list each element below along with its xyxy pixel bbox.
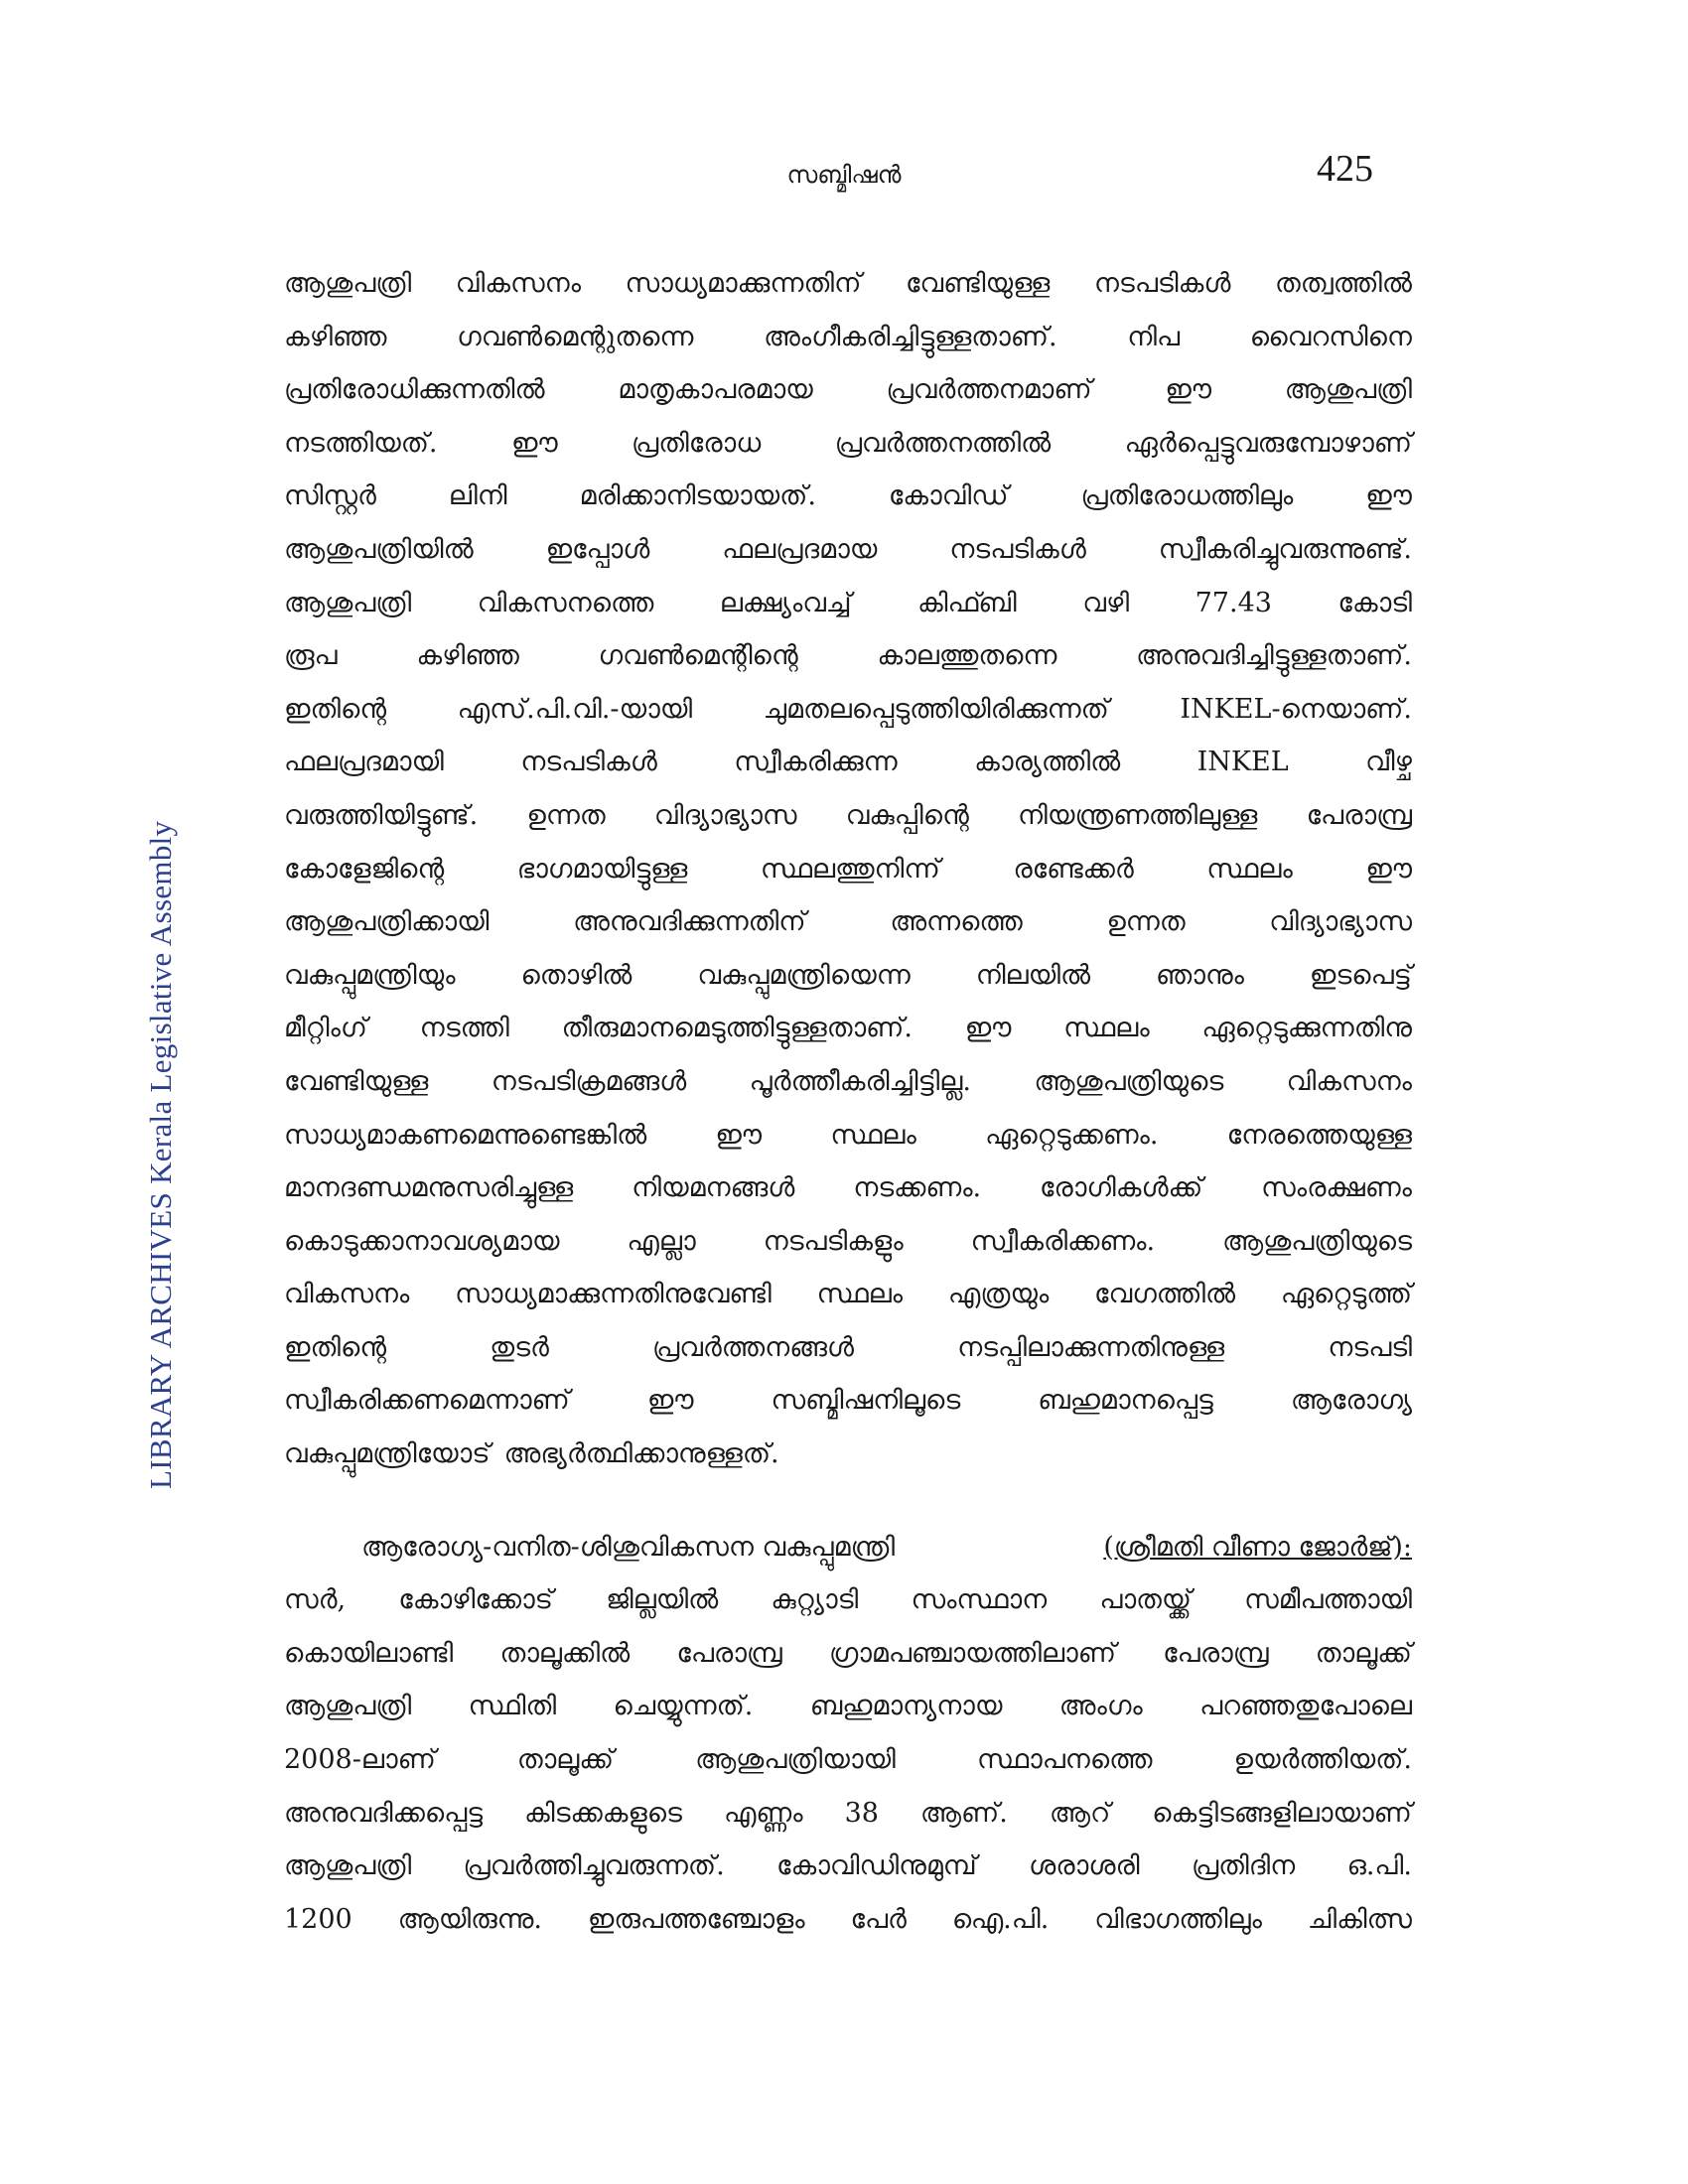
text-line <box>284 1066 1412 1120</box>
word: നേരത്തെയുള്ള <box>1226 1119 1412 1151</box>
word: കെട്ടിടങ്ങളിലായാണ് <box>1152 1797 1412 1829</box>
text-line <box>284 1226 1412 1280</box>
word: കഴിഞ്ഞ <box>284 321 387 352</box>
word: പ്രതിരോധ <box>632 427 762 459</box>
word: ആരോഗ്യ <box>1290 1385 1412 1417</box>
word: ഭാഗമായിട്ടുള്ള <box>516 853 688 885</box>
text-line <box>284 1584 1412 1638</box>
word: പേരാമ്പ്ര <box>1163 1637 1269 1669</box>
text-line <box>284 1850 1412 1904</box>
word: ആശുപത്രി <box>284 587 412 618</box>
text-line <box>284 268 1412 322</box>
text-line <box>284 960 1412 1014</box>
word: ജില്ലയിൽ <box>606 1584 719 1616</box>
word: വേണ്ടിയുള്ള <box>284 1065 429 1097</box>
word: സ്വീകരിച്ചുവരുന്നുണ്ട്. <box>1158 533 1412 565</box>
word: വികസനത്തെ <box>477 587 654 618</box>
word: സാധ്യമാക്കുന്നതിനുവേണ്ടി <box>455 1279 772 1310</box>
word: വികസനം <box>1286 1065 1412 1097</box>
word: താലൂക്കിൽ <box>499 1637 631 1669</box>
word: സബ്മിഷനിലൂടെ <box>771 1385 961 1417</box>
text-line <box>284 1120 1412 1173</box>
word: ഒ.പി. <box>1346 1850 1412 1882</box>
word: പാതയ്ക്ക് <box>1099 1584 1192 1616</box>
word: പേരാമ്പ്ര <box>1306 799 1412 831</box>
word: നടക്കണം. <box>853 1172 982 1204</box>
word: കിഫ്ബി <box>917 587 1017 618</box>
word: കോവിഡിനുമുമ്പ് <box>776 1850 977 1882</box>
word: വികസനം <box>284 1279 410 1310</box>
word: നടപടികൾ <box>1093 268 1231 299</box>
word: അന്നത്തെ <box>890 906 1023 938</box>
word: ഫലപ്രദമായ <box>722 533 878 565</box>
word: നടപടികളും <box>763 1225 904 1257</box>
paragraph-minister-reply <box>284 1532 1412 1958</box>
archive-watermark: LIBRARY ARCHIVES Kerala Legislative Assembly <box>143 820 178 1489</box>
word: ലിനി <box>448 480 507 512</box>
word: സ്ഥാപനത്തെ <box>976 1744 1153 1776</box>
text-line <box>284 1385 1412 1438</box>
word: ആറ് <box>1049 1797 1111 1829</box>
word: നിയന്ത്രണത്തിലുള്ള <box>1018 799 1258 831</box>
word: ഗവൺമെന്റിന്റെ <box>598 640 798 672</box>
word: വേണ്ടിയുള്ള <box>905 268 1051 299</box>
word: ഇപ്പോൾ <box>545 533 650 565</box>
word: ഈ <box>964 1013 1012 1044</box>
word: 1200 <box>284 1903 352 1935</box>
word: INKEL-നെയാണ്. <box>1180 693 1412 725</box>
text-line <box>284 480 1412 534</box>
word: ഈ <box>715 1119 763 1151</box>
word: ഞാനും <box>1156 959 1244 991</box>
word: ഐ.പി. <box>951 1903 1050 1935</box>
word: INKEL <box>1196 747 1289 778</box>
word: അനുവദിക്കുന്നതിന് <box>573 906 806 938</box>
body-text <box>284 268 1412 1957</box>
word: രോഗികൾക്ക് <box>1039 1172 1203 1204</box>
word: ആശുപത്രിയായി <box>695 1744 896 1776</box>
word: പ്രവർത്തനങ്ങൾ <box>651 1331 854 1363</box>
word: വകുപ്പിന്റെ <box>845 799 969 831</box>
word: ഫലപ്രദമായി <box>284 747 444 778</box>
word: വികസനം <box>455 268 582 299</box>
word: ചെയ്യുന്നത്. <box>613 1691 754 1722</box>
word: പ്രവർത്തനത്തിൽ <box>834 427 1052 459</box>
word: പ്രതിരോധത്തിലും <box>1080 480 1294 512</box>
word: 38 <box>844 1797 879 1829</box>
word: ആയിരുന്നു. <box>397 1903 542 1935</box>
word: സംരക്ഷണം <box>1261 1172 1412 1204</box>
word: പ്രവർത്തിച്ചുവരുന്നത്. <box>463 1850 725 1882</box>
word: പറഞ്ഞതുപോലെ <box>1199 1691 1412 1722</box>
word: അംഗീകരിച്ചിട്ടുള്ളതാണ്. <box>764 321 1057 352</box>
word: തത്വത്തിൽ <box>1274 268 1412 299</box>
word: നടപ്പിലാക്കുന്നതിനുള്ള <box>957 1331 1225 1363</box>
word: താലൂക്ക് <box>1315 1637 1412 1669</box>
word: എത്രയും <box>947 1279 1050 1310</box>
word: വേഗത്തിൽ <box>1094 1279 1236 1310</box>
word: ആശുപത്രിയുടെ <box>1222 1225 1412 1257</box>
word: കഴിഞ്ഞ <box>416 640 519 672</box>
text-line <box>284 1638 1412 1692</box>
word: ഏറ്റെടുത്ത് <box>1280 1279 1412 1310</box>
word: നടപടിക്രമങ്ങൾ <box>491 1065 687 1097</box>
word: പൂർത്തീകരിച്ചിട്ടില്ല. <box>749 1065 971 1097</box>
text-line <box>284 322 1412 375</box>
word: ബഹുമാനപ്പെട്ട <box>1038 1385 1213 1417</box>
word: രൂപ <box>284 640 338 672</box>
text-line <box>284 1798 1412 1851</box>
text-line <box>284 1744 1412 1798</box>
word: നിലയിൽ <box>975 959 1091 991</box>
word: ഉന്നത <box>526 799 606 831</box>
paragraph-submission <box>284 268 1412 1492</box>
word: സാധ്യമാക്കുന്നതിന് <box>625 268 862 299</box>
word: തുടർ <box>490 1331 549 1363</box>
word: തീരുമാനമെടുത്തിട്ടുള്ളതാണ്. <box>561 1013 913 1044</box>
text-line <box>284 1904 1412 1958</box>
word: നടപടി <box>1328 1331 1412 1363</box>
text-line <box>284 374 1412 428</box>
word: സർ, <box>284 1584 347 1616</box>
word: വകുപ്പുമന്ത്രിയോട് <box>284 1438 491 1470</box>
word: ഏറ്റെടുക്കണം. <box>985 1119 1159 1151</box>
word: ഈ <box>1365 480 1412 512</box>
text-line <box>284 800 1412 854</box>
text-line <box>284 1279 1412 1332</box>
word: ഏറ്റെടുക്കുന്നതിനു <box>1201 1013 1412 1044</box>
word: ഇടപെട്ട് <box>1309 959 1412 991</box>
word: 2008-ലാണ് <box>284 1744 436 1776</box>
word: സ്ഥിതി <box>468 1691 557 1722</box>
word: നടത്തിയത്. <box>284 427 438 459</box>
word: അംഗം <box>1058 1691 1143 1722</box>
text-line <box>284 534 1412 588</box>
word: പേരാമ്പ്ര <box>676 1637 782 1669</box>
word: വരുത്തിയിട്ടുണ്ട്. <box>284 799 479 831</box>
word: ഗവൺമെന്റുതന്നെ <box>457 321 694 352</box>
word: രണ്ടേക്കർ <box>1013 853 1134 885</box>
word: വീഴ്ച <box>1365 747 1412 778</box>
word: വൈറസിനെ <box>1249 321 1412 352</box>
text-line <box>284 428 1412 481</box>
word: സ്വീകരിക്കുന്ന <box>734 747 898 778</box>
word: കാലത്തുതന്നെ <box>877 640 1057 672</box>
word: തൊഴിൽ <box>520 959 633 991</box>
word: പ്രതിരോധിക്കുന്നതിൽ <box>284 374 545 406</box>
word: വിദ്യാഭ്യാസ <box>653 799 797 831</box>
word: കുറ്റ്യാടി <box>771 1584 859 1616</box>
word: കിടക്കകളുടെ <box>524 1797 682 1829</box>
word: താലൂക്ക് <box>516 1744 615 1776</box>
word: പ്രതിദിന <box>1191 1850 1296 1882</box>
word: അഭ്യർത്ഥിക്കാനുള്ളത്. <box>503 1438 779 1470</box>
word: സ്ഥലം <box>830 1119 916 1151</box>
word: നടത്തി <box>419 1013 509 1044</box>
word: ആശുപത്രി <box>284 1850 412 1882</box>
word: സ്ഥലം <box>1206 853 1293 885</box>
speaker-designation: ആരോഗ്യ-വനിത-ശിശുവികസന വകുപ്പുമന്ത്രി <box>361 1531 896 1563</box>
word: ഇതിന്റെ <box>284 1331 387 1363</box>
text-line <box>284 1172 1412 1226</box>
word: ഗ്രാമപഞ്ചായത്തിലാണ് <box>828 1637 1116 1669</box>
page-number: 425 <box>1317 148 1373 190</box>
text-line <box>284 1332 1412 1386</box>
word: ഉന്നത <box>1106 906 1186 938</box>
word: ചികിത്സ <box>1307 1903 1412 1935</box>
word: സ്ഥലം <box>816 1279 904 1310</box>
word: ഇതിന്റെ <box>284 693 387 725</box>
word: കൊടുക്കാനാവശ്യമായ <box>284 1225 560 1257</box>
word: മരിക്കാനിടയായത്. <box>579 480 816 512</box>
text-line <box>284 1691 1412 1744</box>
word: പ്രവർത്തനമാണ് <box>886 374 1092 406</box>
word: കൊയിലാണ്ടി <box>284 1637 454 1669</box>
word: സ്വീകരിക്കണം. <box>970 1225 1156 1257</box>
text-line <box>284 1438 1412 1492</box>
text-line <box>284 1532 1412 1585</box>
word: ഈ <box>1165 374 1211 406</box>
word: എസ്.പി.വി.-യായി <box>457 693 693 725</box>
word: ആശുപത്രിയിൽ <box>284 533 474 565</box>
word: വകുപ്പുമന്ത്രിയെന്ന <box>697 959 911 991</box>
word: കോവിഡ് <box>888 480 1009 512</box>
word: ആശുപത്രിക്കായി <box>284 906 490 938</box>
word: ഇരുപത്തഞ്ചോളം <box>587 1903 805 1935</box>
word: സ്ഥലത്തുനിന്ന് <box>760 853 940 885</box>
word: സിസ്റ്റർ <box>284 480 376 512</box>
word: ലക്ഷ്യംവച്ച് <box>719 587 852 618</box>
text-line <box>284 1013 1412 1066</box>
word: ശരാശരി <box>1029 1850 1140 1882</box>
word: എല്ലാ <box>627 1225 696 1257</box>
word: വഴി <box>1082 587 1130 618</box>
word: കോഴിക്കോട് <box>398 1584 554 1616</box>
word: ബഹുമാന്യനായ <box>809 1691 1003 1722</box>
text-line <box>284 906 1412 960</box>
word: ഈ <box>510 427 558 459</box>
word: സാധ്യമാകണമെന്നുണ്ടെങ്കിൽ <box>284 1119 647 1151</box>
word: ആശുപത്രിയുടെ <box>1034 1065 1224 1097</box>
word: നടപടികൾ <box>949 533 1086 565</box>
text-line <box>284 694 1412 748</box>
word: 77.43 <box>1195 587 1272 618</box>
word: അനുവദിക്കപ്പെട്ട <box>284 1797 484 1829</box>
word: പേർ <box>850 1903 907 1935</box>
word: എണ്ണം <box>723 1797 803 1829</box>
word: ഏർപ്പെട്ടുവരുമ്പോഴാണ് <box>1124 427 1412 459</box>
word: ആശുപത്രി <box>284 268 412 299</box>
word: ചുമതലപ്പെടുത്തിയിരിക്കുന്നത് <box>763 693 1109 725</box>
text-line <box>284 640 1412 694</box>
word: വിഭാഗത്തിലും <box>1094 1903 1262 1935</box>
word: ആശുപത്രി <box>1284 374 1412 406</box>
word: അനുവദിച്ചിട്ടുള്ളതാണ്. <box>1136 640 1412 672</box>
word: വകുപ്പുമന്ത്രിയും <box>284 959 456 991</box>
word: സമീപത്തായി <box>1244 1584 1412 1616</box>
text-line <box>284 854 1412 907</box>
word: വിദ്യാഭ്യാസ <box>1269 906 1412 938</box>
speaker-name: (ശ്രീമതി വീണാ ജോർജ്): <box>1103 1531 1412 1563</box>
word: മീറ്റിംഗ് <box>284 1013 367 1044</box>
word: സ്വീകരിക്കണമെന്നാണ് <box>284 1385 570 1417</box>
word: കോളേജിന്റെ <box>284 853 445 885</box>
word: ഈ <box>646 1385 694 1417</box>
word: മാതൃകാപരമായ <box>618 374 813 406</box>
word: ഉയർത്തിയത്. <box>1233 1744 1412 1776</box>
word: ഈ <box>1365 853 1412 885</box>
word: സ്ഥലം <box>1063 1013 1150 1044</box>
word: നടപടികൾ <box>520 747 657 778</box>
word: ആശുപത്രി <box>284 1691 412 1722</box>
running-header: സബ്മിഷൻ <box>786 161 902 189</box>
word: സംസ്ഥാന <box>911 1584 1048 1616</box>
word: കാര്യത്തിൽ <box>974 747 1121 778</box>
text-line <box>284 588 1412 641</box>
word: മാനദണ്ഡമനുസരിച്ചുള്ള <box>284 1172 574 1204</box>
word: ആണ്. <box>919 1797 1008 1829</box>
word: നിപ <box>1127 321 1181 352</box>
word: നിയമനങ്ങൾ <box>632 1172 795 1204</box>
word: കോടി <box>1337 587 1412 618</box>
text-line <box>284 747 1412 800</box>
